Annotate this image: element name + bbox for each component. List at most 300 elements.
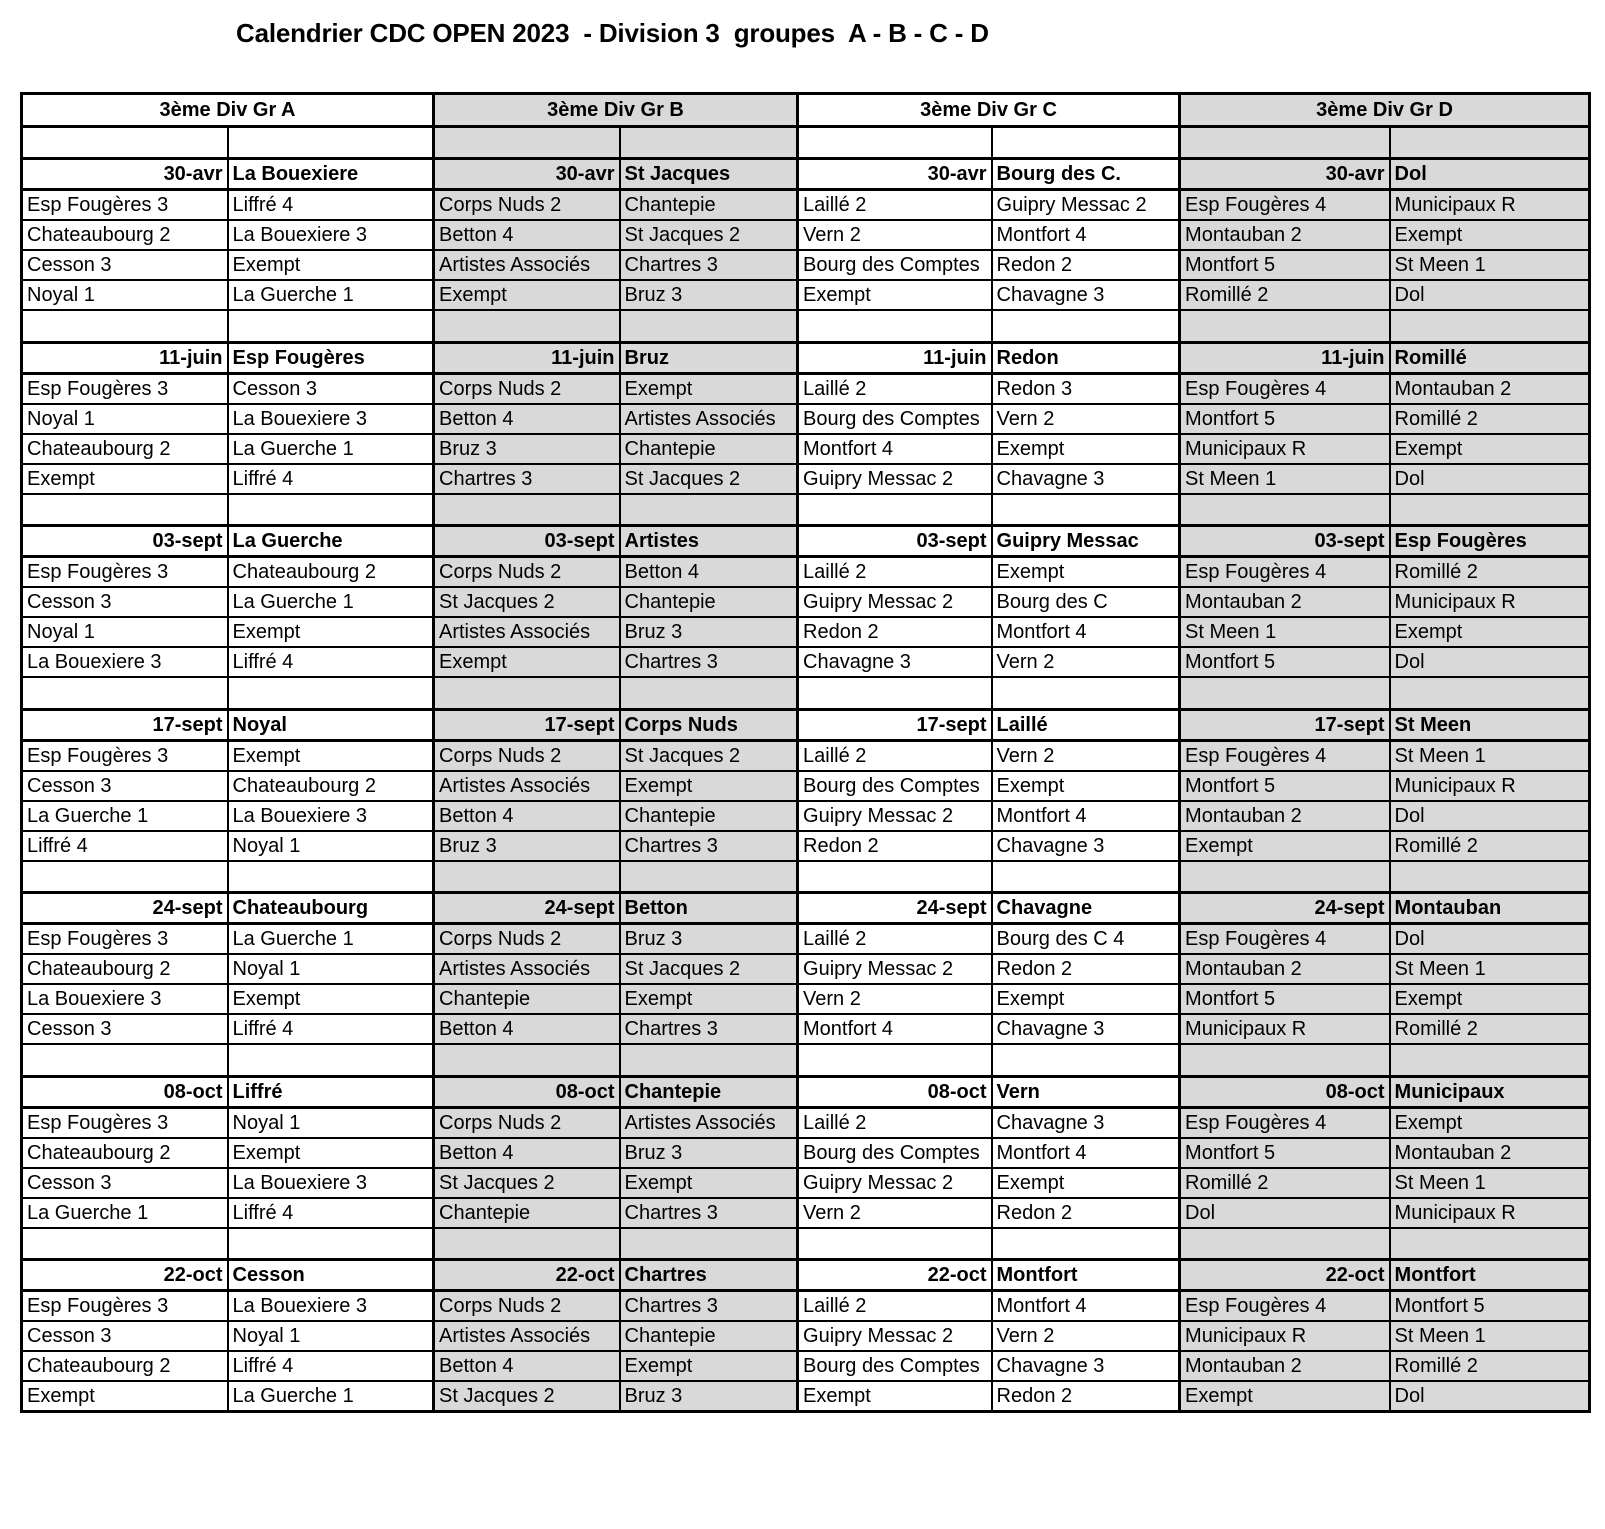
match-row bbox=[22, 1138, 1590, 1168]
round-venue: Montfort bbox=[1390, 1260, 1590, 1291]
away-team: Chartres 3 bbox=[620, 647, 798, 677]
home-team: Laillé 2 bbox=[798, 924, 992, 955]
spacer-row bbox=[22, 494, 1590, 526]
away-team: La Bouexiere 3 bbox=[228, 404, 434, 434]
round-header-row bbox=[22, 159, 1590, 190]
home-team: Redon 2 bbox=[798, 831, 992, 861]
away-team: Chartres 3 bbox=[620, 250, 798, 280]
home-team: Laillé 2 bbox=[798, 373, 992, 404]
away-team: Exempt bbox=[992, 984, 1180, 1014]
home-team: Montfort 5 bbox=[1180, 404, 1390, 434]
home-team: Vern 2 bbox=[798, 220, 992, 250]
round-venue: Esp Fougères bbox=[1390, 526, 1590, 557]
round-date: 17-sept bbox=[1180, 709, 1390, 740]
home-team: Montfort 4 bbox=[798, 1014, 992, 1044]
away-team: Vern 2 bbox=[992, 404, 1180, 434]
away-team: Romillé 2 bbox=[1390, 557, 1590, 588]
away-team: Exempt bbox=[620, 984, 798, 1014]
away-team: Municipaux R bbox=[1390, 190, 1590, 221]
home-team: Vern 2 bbox=[798, 984, 992, 1014]
round-venue: Bourg des C. bbox=[992, 159, 1180, 190]
group-header-b: 3ème Div Gr B bbox=[434, 94, 798, 127]
match-row bbox=[22, 280, 1590, 310]
home-team: Montfort 5 bbox=[1180, 984, 1390, 1014]
round-venue: St Jacques bbox=[620, 159, 798, 190]
home-team: Municipaux R bbox=[1180, 1014, 1390, 1044]
round-venue: Municipaux bbox=[1390, 1076, 1590, 1107]
away-team: Exempt bbox=[992, 434, 1180, 464]
empty-cell bbox=[992, 127, 1180, 159]
round-venue: Laillé bbox=[992, 709, 1180, 740]
home-team: Artistes Associés bbox=[434, 1321, 620, 1351]
home-team: Romillé 2 bbox=[1180, 280, 1390, 310]
away-team: Dol bbox=[1390, 280, 1590, 310]
away-team: Liffré 4 bbox=[228, 464, 434, 494]
away-team: Liffré 4 bbox=[228, 647, 434, 677]
spacer-row bbox=[22, 677, 1590, 709]
home-team: Chateaubourg 2 bbox=[22, 954, 228, 984]
home-team: Artistes Associés bbox=[434, 617, 620, 647]
away-team: Romillé 2 bbox=[1390, 831, 1590, 861]
home-team: Dol bbox=[1180, 1198, 1390, 1228]
away-team: Dol bbox=[1390, 464, 1590, 494]
round-header-row bbox=[22, 342, 1590, 373]
away-team: Bourg des C 4 bbox=[992, 924, 1180, 955]
match-row bbox=[22, 434, 1590, 464]
away-team: Romillé 2 bbox=[1390, 1351, 1590, 1381]
match-row bbox=[22, 1351, 1590, 1381]
round-venue: Redon bbox=[992, 342, 1180, 373]
home-team: Romillé 2 bbox=[1180, 1168, 1390, 1198]
round-date: 03-sept bbox=[798, 526, 992, 557]
empty-cell bbox=[434, 1228, 620, 1260]
match-row bbox=[22, 220, 1590, 250]
empty-cell bbox=[992, 1228, 1180, 1260]
home-team: Montfort 5 bbox=[1180, 250, 1390, 280]
round-header-row bbox=[22, 709, 1590, 740]
away-team: Noyal 1 bbox=[228, 831, 434, 861]
match-row bbox=[22, 1198, 1590, 1228]
home-team: Exempt bbox=[1180, 831, 1390, 861]
match-row bbox=[22, 373, 1590, 404]
spacer-row bbox=[22, 861, 1590, 893]
home-team: Betton 4 bbox=[434, 1014, 620, 1044]
home-team: Bruz 3 bbox=[434, 831, 620, 861]
home-team: St Meen 1 bbox=[1180, 464, 1390, 494]
away-team: St Meen 1 bbox=[1390, 250, 1590, 280]
home-team: Betton 4 bbox=[434, 1138, 620, 1168]
spacer-row bbox=[22, 1228, 1590, 1260]
spacer-row bbox=[22, 310, 1590, 342]
away-team: Municipaux R bbox=[1390, 587, 1590, 617]
away-team: St Meen 1 bbox=[1390, 1168, 1590, 1198]
away-team: Exempt bbox=[620, 1351, 798, 1381]
home-team: Betton 4 bbox=[434, 801, 620, 831]
home-team: Esp Fougères 4 bbox=[1180, 373, 1390, 404]
round-date: 30-avr bbox=[798, 159, 992, 190]
home-team: Montauban 2 bbox=[1180, 954, 1390, 984]
empty-cell bbox=[620, 861, 798, 893]
home-team: Cesson 3 bbox=[22, 250, 228, 280]
home-team: Laillé 2 bbox=[798, 1291, 992, 1322]
empty-cell bbox=[22, 1228, 228, 1260]
away-team: Bruz 3 bbox=[620, 924, 798, 955]
away-team: Chateaubourg 2 bbox=[228, 557, 434, 588]
round-venue: Artistes bbox=[620, 526, 798, 557]
round-venue: Corps Nuds bbox=[620, 709, 798, 740]
away-team: La Bouexiere 3 bbox=[228, 1291, 434, 1322]
away-team: Liffré 4 bbox=[228, 1351, 434, 1381]
away-team: Chavagne 3 bbox=[992, 1351, 1180, 1381]
away-team: Municipaux R bbox=[1390, 1198, 1590, 1228]
away-team: Exempt bbox=[620, 771, 798, 801]
empty-cell bbox=[620, 310, 798, 342]
away-team: Vern 2 bbox=[992, 647, 1180, 677]
empty-cell bbox=[620, 1228, 798, 1260]
empty-cell bbox=[620, 127, 798, 159]
round-date: 11-juin bbox=[798, 342, 992, 373]
home-team: Montfort 4 bbox=[798, 434, 992, 464]
away-team: Liffré 4 bbox=[228, 1014, 434, 1044]
empty-cell bbox=[228, 861, 434, 893]
round-date: 11-juin bbox=[1180, 342, 1390, 373]
home-team: Laillé 2 bbox=[798, 190, 992, 221]
home-team: Guipry Messac 2 bbox=[798, 587, 992, 617]
away-team: Bourg des C bbox=[992, 587, 1180, 617]
home-team: Vern 2 bbox=[798, 1198, 992, 1228]
match-row bbox=[22, 190, 1590, 221]
empty-cell bbox=[434, 494, 620, 526]
empty-cell bbox=[798, 127, 992, 159]
home-team: Chateaubourg 2 bbox=[22, 220, 228, 250]
away-team: Montfort 4 bbox=[992, 220, 1180, 250]
home-team: Betton 4 bbox=[434, 220, 620, 250]
round-date: 08-oct bbox=[22, 1076, 228, 1107]
home-team: Laillé 2 bbox=[798, 557, 992, 588]
round-date: 22-oct bbox=[434, 1260, 620, 1291]
away-team: Montauban 2 bbox=[1390, 1138, 1590, 1168]
empty-cell bbox=[22, 861, 228, 893]
empty-cell bbox=[1180, 494, 1390, 526]
away-team: Vern 2 bbox=[992, 1321, 1180, 1351]
away-team: Exempt bbox=[1390, 434, 1590, 464]
away-team: Exempt bbox=[1390, 220, 1590, 250]
home-team: Municipaux R bbox=[1180, 434, 1390, 464]
away-team: St Jacques 2 bbox=[620, 954, 798, 984]
home-team: Esp Fougères 4 bbox=[1180, 557, 1390, 588]
empty-cell bbox=[1180, 310, 1390, 342]
round-venue: Chantepie bbox=[620, 1076, 798, 1107]
home-team: Bourg des Comptes bbox=[798, 771, 992, 801]
home-team: Exempt bbox=[22, 1381, 228, 1412]
round-date: 08-oct bbox=[434, 1076, 620, 1107]
home-team: Bruz 3 bbox=[434, 434, 620, 464]
away-team: Redon 3 bbox=[992, 373, 1180, 404]
empty-cell bbox=[1390, 494, 1590, 526]
empty-cell bbox=[798, 677, 992, 709]
home-team: Guipry Messac 2 bbox=[798, 1321, 992, 1351]
away-team: Dol bbox=[1390, 924, 1590, 955]
match-row bbox=[22, 587, 1590, 617]
home-team: Exempt bbox=[22, 464, 228, 494]
home-team: Artistes Associés bbox=[434, 954, 620, 984]
home-team: Exempt bbox=[798, 1381, 992, 1412]
empty-cell bbox=[1180, 1228, 1390, 1260]
away-team: Exempt bbox=[1390, 984, 1590, 1014]
document-title: Calendrier CDC OPEN 2023 - Division 3 groupes A - B - C - D bbox=[236, 18, 989, 48]
home-team: Laillé 2 bbox=[798, 1107, 992, 1138]
match-row bbox=[22, 250, 1590, 280]
group-header-a: 3ème Div Gr A bbox=[22, 94, 434, 127]
match-row bbox=[22, 924, 1590, 955]
round-date: 03-sept bbox=[434, 526, 620, 557]
round-date: 24-sept bbox=[1180, 893, 1390, 924]
empty-cell bbox=[992, 861, 1180, 893]
round-header-row bbox=[22, 526, 1590, 557]
match-row bbox=[22, 647, 1590, 677]
away-team: Exempt bbox=[228, 617, 434, 647]
round-venue: Betton bbox=[620, 893, 798, 924]
empty-cell bbox=[1390, 1044, 1590, 1076]
round-venue: Chateaubourg bbox=[228, 893, 434, 924]
away-team: Artistes Associés bbox=[620, 404, 798, 434]
round-date: 08-oct bbox=[1180, 1076, 1390, 1107]
empty-cell bbox=[992, 310, 1180, 342]
empty-cell bbox=[22, 677, 228, 709]
empty-cell bbox=[1180, 861, 1390, 893]
home-team: Montfort 5 bbox=[1180, 1138, 1390, 1168]
round-date: 22-oct bbox=[22, 1260, 228, 1291]
away-team: St Jacques 2 bbox=[620, 464, 798, 494]
away-team: Montfort 4 bbox=[992, 1291, 1180, 1322]
empty-cell bbox=[798, 1044, 992, 1076]
away-team: Exempt bbox=[620, 373, 798, 404]
home-team: Guipry Messac 2 bbox=[798, 1168, 992, 1198]
home-team: Esp Fougères 3 bbox=[22, 1291, 228, 1322]
away-team: Vern 2 bbox=[992, 740, 1180, 771]
away-team: Chantepie bbox=[620, 801, 798, 831]
home-team: Redon 2 bbox=[798, 617, 992, 647]
away-team: Exempt bbox=[1390, 1107, 1590, 1138]
round-date: 17-sept bbox=[22, 709, 228, 740]
empty-cell bbox=[1180, 677, 1390, 709]
home-team: St Jacques 2 bbox=[434, 587, 620, 617]
home-team: Chateaubourg 2 bbox=[22, 1138, 228, 1168]
round-venue: Bruz bbox=[620, 342, 798, 373]
away-team: Montfort 4 bbox=[992, 1138, 1180, 1168]
home-team: Corps Nuds 2 bbox=[434, 557, 620, 588]
empty-cell bbox=[992, 677, 1180, 709]
home-team: Corps Nuds 2 bbox=[434, 924, 620, 955]
home-team: Montauban 2 bbox=[1180, 1351, 1390, 1381]
round-venue: Liffré bbox=[228, 1076, 434, 1107]
home-team: St Jacques 2 bbox=[434, 1381, 620, 1412]
away-team: Exempt bbox=[228, 984, 434, 1014]
match-row bbox=[22, 1107, 1590, 1138]
empty-cell bbox=[798, 1228, 992, 1260]
home-team: Corps Nuds 2 bbox=[434, 1107, 620, 1138]
away-team: La Bouexiere 3 bbox=[228, 1168, 434, 1198]
match-row bbox=[22, 1291, 1590, 1322]
round-date: 03-sept bbox=[1180, 526, 1390, 557]
away-team: La Bouexiere 3 bbox=[228, 220, 434, 250]
match-row bbox=[22, 831, 1590, 861]
match-row bbox=[22, 801, 1590, 831]
away-team: Dol bbox=[1390, 1381, 1590, 1412]
home-team: Artistes Associés bbox=[434, 250, 620, 280]
empty-cell bbox=[1390, 127, 1590, 159]
home-team: Esp Fougères 4 bbox=[1180, 1107, 1390, 1138]
away-team: Betton 4 bbox=[620, 557, 798, 588]
away-team: Redon 2 bbox=[992, 1381, 1180, 1412]
away-team: Chavagne 3 bbox=[992, 1014, 1180, 1044]
empty-cell bbox=[992, 1044, 1180, 1076]
round-venue: Cesson bbox=[228, 1260, 434, 1291]
spacer-row bbox=[22, 127, 1590, 159]
home-team: Exempt bbox=[1180, 1381, 1390, 1412]
match-row bbox=[22, 1381, 1590, 1412]
empty-cell bbox=[228, 494, 434, 526]
home-team: Bourg des Comptes bbox=[798, 250, 992, 280]
away-team: Exempt bbox=[228, 1138, 434, 1168]
home-team: Chavagne 3 bbox=[798, 647, 992, 677]
round-date: 24-sept bbox=[22, 893, 228, 924]
away-team: Montfort 4 bbox=[992, 617, 1180, 647]
empty-cell bbox=[22, 494, 228, 526]
home-team: Esp Fougères 3 bbox=[22, 924, 228, 955]
round-date: 03-sept bbox=[22, 526, 228, 557]
away-team: Chavagne 3 bbox=[992, 831, 1180, 861]
empty-cell bbox=[798, 861, 992, 893]
home-team: Montfort 5 bbox=[1180, 771, 1390, 801]
match-row bbox=[22, 1014, 1590, 1044]
away-team: Chartres 3 bbox=[620, 1291, 798, 1322]
home-team: Bourg des Comptes bbox=[798, 1351, 992, 1381]
away-team: La Bouexiere 3 bbox=[228, 801, 434, 831]
away-team: Exempt bbox=[620, 1168, 798, 1198]
home-team: Noyal 1 bbox=[22, 617, 228, 647]
away-team: St Jacques 2 bbox=[620, 740, 798, 771]
away-team: Bruz 3 bbox=[620, 1381, 798, 1412]
home-team: Betton 4 bbox=[434, 404, 620, 434]
home-team: Guipry Messac 2 bbox=[798, 801, 992, 831]
home-team: Chantepie bbox=[434, 984, 620, 1014]
home-team: Cesson 3 bbox=[22, 587, 228, 617]
home-team: Esp Fougères 3 bbox=[22, 1107, 228, 1138]
round-header-row bbox=[22, 1260, 1590, 1291]
away-team: La Guerche 1 bbox=[228, 587, 434, 617]
round-date: 30-avr bbox=[434, 159, 620, 190]
round-venue: Romillé bbox=[1390, 342, 1590, 373]
away-team: St Meen 1 bbox=[1390, 1321, 1590, 1351]
home-team: Municipaux R bbox=[1180, 1321, 1390, 1351]
empty-cell bbox=[1180, 1044, 1390, 1076]
empty-cell bbox=[22, 1044, 228, 1076]
away-team: Liffré 4 bbox=[228, 190, 434, 221]
round-venue: Chavagne bbox=[992, 893, 1180, 924]
empty-cell bbox=[434, 310, 620, 342]
home-team: Esp Fougères 4 bbox=[1180, 924, 1390, 955]
away-team: St Jacques 2 bbox=[620, 220, 798, 250]
home-team: Liffré 4 bbox=[22, 831, 228, 861]
away-team: Bruz 3 bbox=[620, 280, 798, 310]
away-team: Exempt bbox=[992, 771, 1180, 801]
empty-cell bbox=[434, 1044, 620, 1076]
away-team: Guipry Messac 2 bbox=[992, 190, 1180, 221]
empty-cell bbox=[22, 310, 228, 342]
round-date: 11-juin bbox=[434, 342, 620, 373]
empty-cell bbox=[992, 494, 1180, 526]
match-row bbox=[22, 984, 1590, 1014]
empty-cell bbox=[798, 494, 992, 526]
empty-cell bbox=[1390, 677, 1590, 709]
round-header-row bbox=[22, 893, 1590, 924]
round-date: 22-oct bbox=[798, 1260, 992, 1291]
away-team: Chartres 3 bbox=[620, 1198, 798, 1228]
away-team: Bruz 3 bbox=[620, 617, 798, 647]
empty-cell bbox=[1390, 1228, 1590, 1260]
away-team: Chavagne 3 bbox=[992, 464, 1180, 494]
empty-cell bbox=[620, 677, 798, 709]
away-team: Municipaux R bbox=[1390, 771, 1590, 801]
away-team: Montfort 5 bbox=[1390, 1291, 1590, 1322]
round-venue: Chartres bbox=[620, 1260, 798, 1291]
home-team: Esp Fougères 3 bbox=[22, 740, 228, 771]
home-team: La Guerche 1 bbox=[22, 801, 228, 831]
away-team: St Meen 1 bbox=[1390, 740, 1590, 771]
home-team: Cesson 3 bbox=[22, 1321, 228, 1351]
empty-cell bbox=[228, 1044, 434, 1076]
away-team: La Guerche 1 bbox=[228, 1381, 434, 1412]
home-team: Cesson 3 bbox=[22, 1014, 228, 1044]
away-team: Romillé 2 bbox=[1390, 404, 1590, 434]
home-team: Exempt bbox=[434, 647, 620, 677]
match-row bbox=[22, 464, 1590, 494]
away-team: Montauban 2 bbox=[1390, 373, 1590, 404]
away-team: Montfort 4 bbox=[992, 801, 1180, 831]
away-team: Artistes Associés bbox=[620, 1107, 798, 1138]
round-venue: St Meen bbox=[1390, 709, 1590, 740]
home-team: Bourg des Comptes bbox=[798, 404, 992, 434]
away-team: Bruz 3 bbox=[620, 1138, 798, 1168]
match-row bbox=[22, 954, 1590, 984]
away-team: Chartres 3 bbox=[620, 831, 798, 861]
match-row bbox=[22, 771, 1590, 801]
home-team: Chartres 3 bbox=[434, 464, 620, 494]
away-team: Chantepie bbox=[620, 1321, 798, 1351]
home-team: Esp Fougères 4 bbox=[1180, 740, 1390, 771]
empty-cell bbox=[798, 310, 992, 342]
home-team: Guipry Messac 2 bbox=[798, 954, 992, 984]
match-row bbox=[22, 404, 1590, 434]
away-team: Chantepie bbox=[620, 190, 798, 221]
home-team: Exempt bbox=[434, 280, 620, 310]
home-team: Montauban 2 bbox=[1180, 587, 1390, 617]
round-venue: Dol bbox=[1390, 159, 1590, 190]
round-venue: Montauban bbox=[1390, 893, 1590, 924]
round-venue: Vern bbox=[992, 1076, 1180, 1107]
round-venue: La Guerche bbox=[228, 526, 434, 557]
home-team: Chateaubourg 2 bbox=[22, 1351, 228, 1381]
home-team: St Jacques 2 bbox=[434, 1168, 620, 1198]
match-row bbox=[22, 617, 1590, 647]
round-header-row bbox=[22, 1076, 1590, 1107]
away-team: Cesson 3 bbox=[228, 373, 434, 404]
round-date: 30-avr bbox=[1180, 159, 1390, 190]
home-team: Montauban 2 bbox=[1180, 220, 1390, 250]
empty-cell bbox=[1390, 861, 1590, 893]
match-row bbox=[22, 1168, 1590, 1198]
